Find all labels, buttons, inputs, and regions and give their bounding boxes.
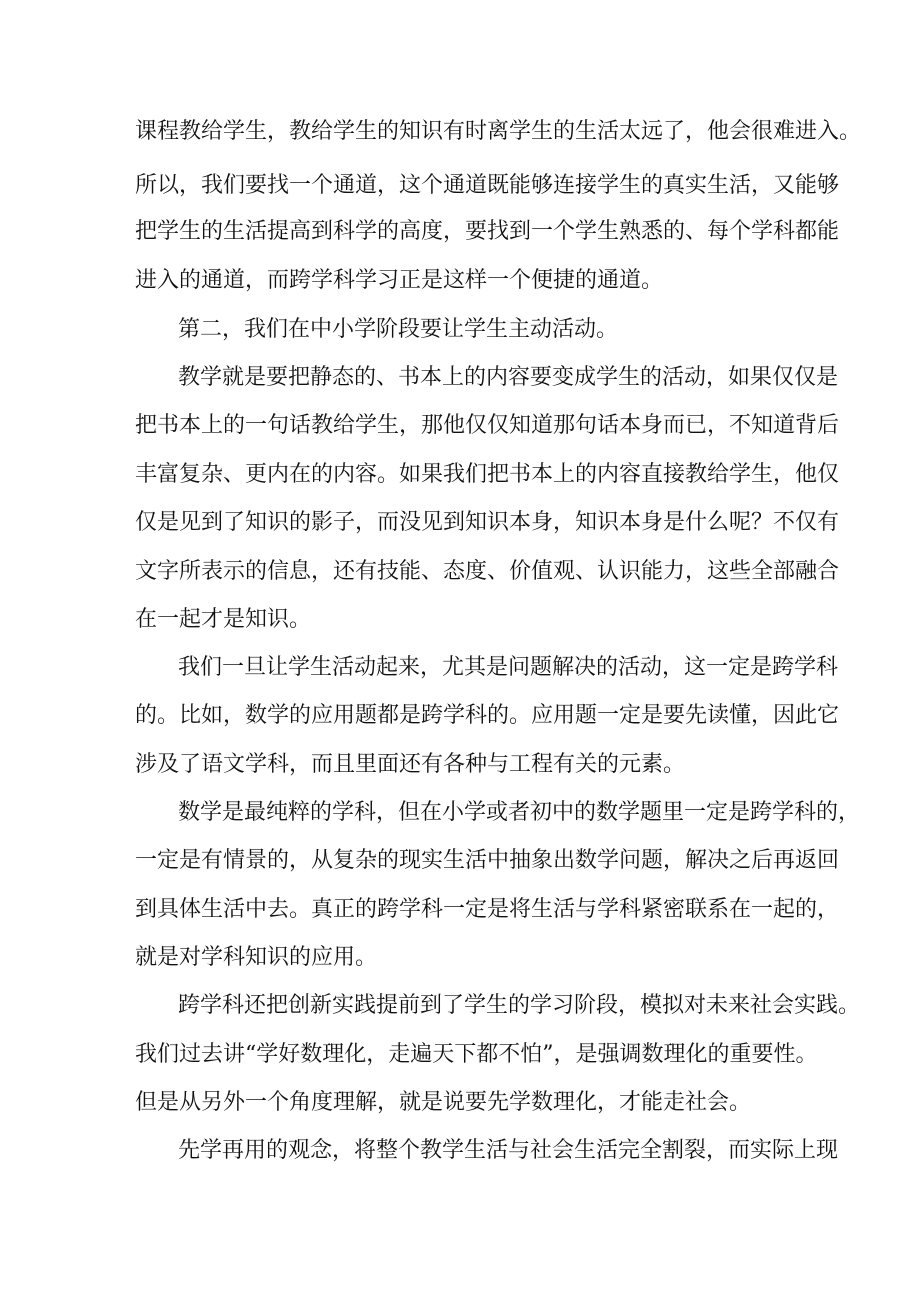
text-line: 一定是有情景的，从复杂的现实生活中抽象出数学问题，解决之后再返回 (135, 848, 840, 873)
text-line: 我们过去讲“学好数理化，走遍天下都不怕”，是强调数理化的重要性。 (135, 1042, 818, 1067)
text-line: 先学再用的观念，将整个教学生活与社会生活完全割裂，而实际上现 (178, 1138, 839, 1163)
text-line: 就是对学科知识的应用。 (135, 945, 378, 970)
text-line: 仅是见到了知识的影子，而没见到知识本身，知识本身是什么呢？不仅有 (135, 510, 840, 535)
text-line: 在一起才是知识。 (135, 607, 312, 632)
text-line: 到具体生活中去。真正的跨学科一定是将生活与学科紧密联系在一起的， (135, 897, 840, 922)
text-line: 但是从另外一个角度理解，就是说要先学数理化，才能走社会。 (135, 1090, 752, 1115)
text-line: 第二，我们在中小学阶段要让学生主动活动。 (178, 317, 619, 342)
text-line: 我们一旦让学生活动起来，尤其是问题解决的活动，这一定是跨学科 (178, 655, 839, 680)
text-line: 教学就是要把静态的、书本上的内容要变成学生的活动，如果仅仅是 (178, 365, 839, 390)
text-line: 文字所表示的信息，还有技能、态度、价值观、认识能力，这些全部融合 (135, 559, 840, 584)
text-line: 跨学科还把创新实践提前到了学生的学习阶段，模拟对未来社会实践。 (178, 993, 861, 1018)
text-line: 丰富复杂、更内在的内容。如果我们把书本上的内容直接教给学生，他仅 (135, 462, 840, 487)
text-line: 课程教给学生，教给学生的知识有时离学生的生活太远了，他会很难进入。 (135, 119, 862, 144)
text-line: 的。比如，数学的应用题都是跨学科的。应用题一定是要先读懂，因此它 (135, 703, 840, 728)
text-line: 涉及了语文学科，而且里面还有各种与工程有关的元素。 (135, 752, 686, 777)
text-line: 把学生的生活提高到科学的高度，要找到一个学生熟悉的、每个学科都能 (135, 219, 840, 244)
text-line: 数学是最纯粹的学科，但在小学或者初中的数学题里一定是跨学科的， (178, 800, 861, 825)
text-line: 进入的通道，而跨学科学习正是这样一个便捷的通道。 (135, 268, 664, 293)
text-line: 所以，我们要找一个通道，这个通道既能够连接学生的真实生活，又能够 (135, 173, 840, 198)
text-line: 把书本上的一句话教给学生，那他仅仅知道那句话本身而已，不知道背后 (135, 413, 840, 438)
